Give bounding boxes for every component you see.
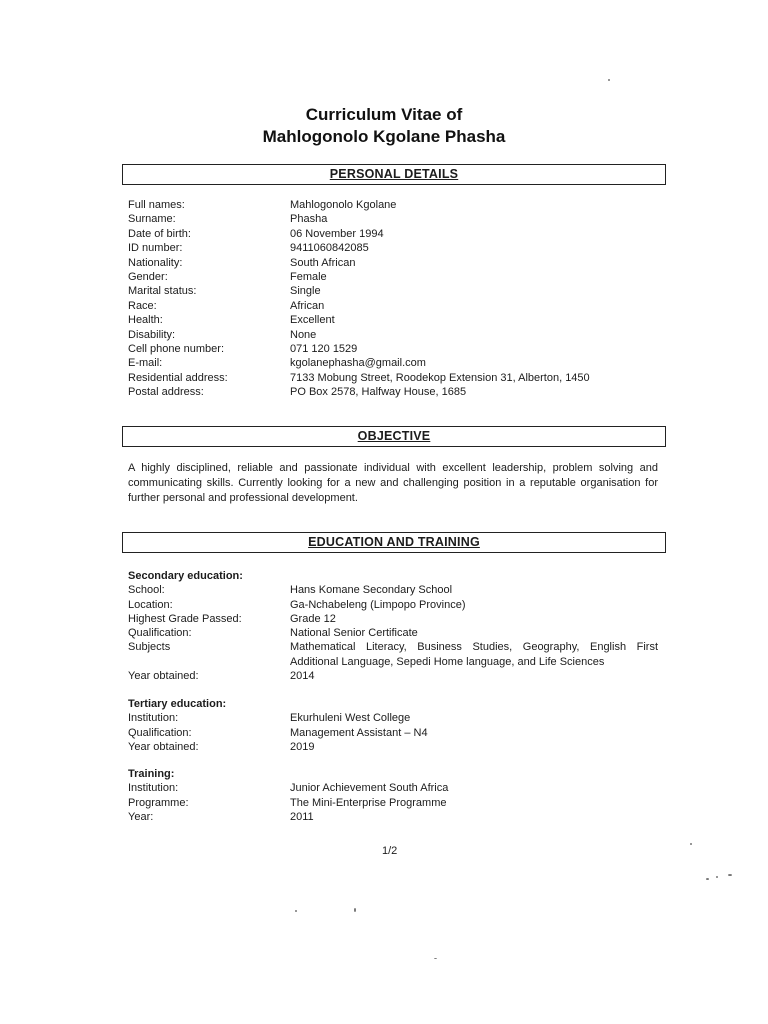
detail-row bbox=[128, 299, 668, 313]
document-title-name: Mahlogonolo Kgolane Phasha bbox=[262, 127, 506, 146]
personal-details-list bbox=[128, 198, 668, 399]
detail-label: Cell phone number: bbox=[128, 342, 225, 355]
detail-label: Programme: bbox=[128, 796, 189, 809]
detail-label: ID number: bbox=[128, 242, 183, 255]
detail-row bbox=[128, 626, 668, 640]
subjects-value: Mathematical Literacy, Business Studies, Geography, English First Additional Language, Sepedi Home language, and Life Sciences bbox=[290, 641, 658, 668]
section-title: PERSONAL DETAILS bbox=[329, 167, 459, 181]
detail-row bbox=[128, 385, 668, 399]
detail-value: PO Box 2578, Halfway House, 1685 bbox=[290, 386, 467, 399]
detail-row bbox=[128, 342, 668, 356]
detail-value: None bbox=[290, 328, 317, 341]
scan-speck bbox=[295, 910, 297, 912]
detail-value: Ekurhuleni West College bbox=[290, 712, 411, 725]
tertiary-education-block bbox=[128, 697, 668, 754]
objective-paragraph: A highly disciplined, reliable and passionate individual with excellent leadership, problem solving and communicating skills. Currently looking for a new and challenging position in a reputable organisation for further personal and professional development. bbox=[128, 462, 658, 504]
detail-label: Full names: bbox=[128, 199, 185, 211]
detail-value: Junior Achievement South Africa bbox=[290, 782, 449, 795]
detail-row bbox=[128, 212, 668, 226]
detail-label: Qualification: bbox=[128, 627, 192, 640]
detail-row bbox=[128, 256, 668, 270]
detail-value: Female bbox=[290, 270, 327, 283]
detail-row bbox=[128, 241, 668, 255]
detail-label: Residential address: bbox=[128, 371, 228, 384]
detail-label: Disability: bbox=[128, 328, 176, 341]
education-header bbox=[122, 532, 666, 553]
detail-row bbox=[128, 227, 668, 241]
objective-header bbox=[122, 426, 666, 447]
detail-row bbox=[128, 270, 668, 284]
detail-row bbox=[128, 740, 668, 754]
detail-row bbox=[128, 356, 668, 370]
scan-speck bbox=[608, 79, 610, 81]
detail-row bbox=[128, 598, 668, 612]
subsection-heading: Secondary education: bbox=[128, 570, 243, 582]
detail-row bbox=[128, 328, 668, 342]
document-title: Curriculum Vitae of bbox=[305, 105, 463, 124]
detail-row bbox=[128, 669, 668, 683]
scan-speck bbox=[706, 878, 709, 880]
detail-row bbox=[128, 198, 668, 212]
section-title: OBJECTIVE bbox=[357, 429, 431, 443]
detail-label: Year: bbox=[128, 810, 154, 823]
detail-value: Excellent bbox=[290, 314, 335, 327]
detail-row bbox=[128, 313, 668, 327]
detail-value: 9411060842085 bbox=[290, 242, 369, 255]
detail-value: Phasha bbox=[290, 213, 328, 226]
detail-value: Single bbox=[290, 285, 321, 298]
detail-row bbox=[128, 612, 668, 626]
detail-label: Postal address: bbox=[128, 386, 204, 399]
detail-label: Marital status: bbox=[128, 285, 197, 298]
detail-value: National Senior Certificate bbox=[290, 627, 418, 640]
detail-label: Location: bbox=[128, 598, 173, 611]
detail-label: Institution: bbox=[128, 712, 179, 725]
detail-label: Surname: bbox=[128, 213, 176, 226]
detail-value: 071 120 1529 bbox=[290, 342, 358, 355]
detail-label: Highest Grade Passed: bbox=[128, 612, 242, 625]
detail-row bbox=[128, 284, 668, 298]
detail-value: South African bbox=[290, 256, 356, 269]
detail-value: Ga-Nchabeleng (Limpopo Province) bbox=[290, 598, 466, 611]
detail-label: Year obtained: bbox=[128, 670, 199, 683]
email-value: kgolanephasha@gmail.com bbox=[290, 357, 426, 370]
detail-label: E-mail: bbox=[128, 357, 163, 370]
detail-row bbox=[128, 711, 668, 725]
secondary-education-block bbox=[128, 569, 668, 683]
detail-value: Management Assistant – N4 bbox=[290, 726, 428, 739]
detail-label: School: bbox=[128, 584, 165, 597]
detail-row bbox=[128, 726, 668, 740]
detail-row bbox=[128, 796, 668, 810]
detail-label: Year obtained: bbox=[128, 740, 199, 753]
scan-speck bbox=[728, 874, 732, 876]
detail-value: 2019 bbox=[290, 740, 315, 753]
detail-label: Nationality: bbox=[128, 256, 183, 269]
detail-row bbox=[128, 583, 668, 597]
scan-speck bbox=[434, 958, 437, 959]
scan-speck bbox=[716, 876, 718, 878]
detail-label: Date of birth: bbox=[128, 227, 191, 240]
detail-label: Institution: bbox=[128, 782, 179, 795]
subsection-heading: Training: bbox=[128, 768, 175, 780]
personal-details-header bbox=[122, 164, 666, 185]
detail-row bbox=[128, 640, 668, 669]
detail-row bbox=[128, 371, 668, 385]
detail-value: 2011 bbox=[290, 810, 314, 823]
detail-label: Race: bbox=[128, 299, 157, 312]
scan-speck bbox=[354, 908, 356, 912]
detail-value: African bbox=[290, 299, 325, 312]
detail-value: 2014 bbox=[290, 670, 315, 683]
detail-value: 06 November 1994 bbox=[290, 227, 384, 240]
page-number: 1/2 bbox=[382, 845, 398, 857]
detail-value: The Mini-Enterprise Programme bbox=[290, 796, 447, 809]
detail-value: Hans Komane Secondary School bbox=[290, 584, 453, 597]
subsection-heading: Tertiary education: bbox=[128, 698, 227, 710]
section-title: EDUCATION AND TRAINING bbox=[308, 535, 480, 549]
detail-label: Qualification: bbox=[128, 726, 192, 739]
detail-label: Health: bbox=[128, 314, 163, 327]
training-block bbox=[128, 767, 668, 824]
detail-label: Subjects bbox=[128, 641, 171, 654]
detail-value: 7133 Mobung Street, Roodekop Extension 31, Alberton, 1450 bbox=[290, 371, 590, 384]
scan-speck bbox=[690, 843, 692, 845]
detail-row bbox=[128, 781, 668, 795]
detail-value: Grade 12 bbox=[290, 612, 336, 625]
detail-row bbox=[128, 810, 668, 824]
detail-value: Mahlogonolo Kgolane bbox=[290, 199, 397, 211]
detail-label: Gender: bbox=[128, 270, 168, 283]
